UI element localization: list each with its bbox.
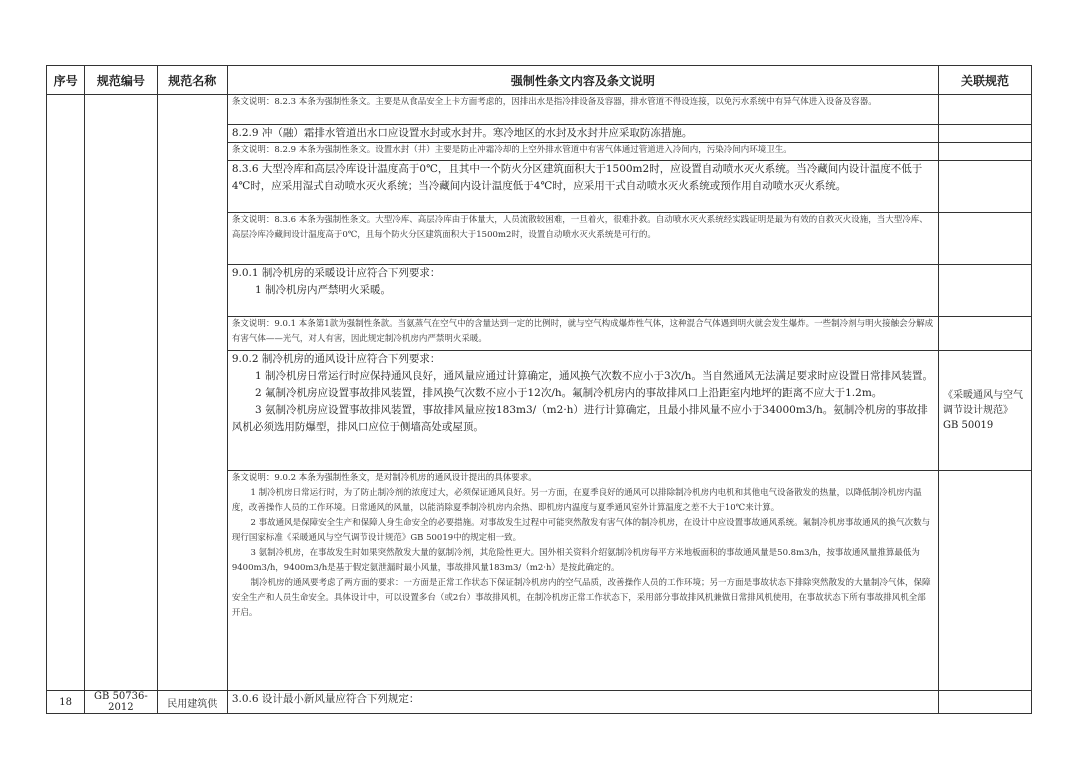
- clause-line: 2 氟制冷机房应设置事故排风装置，排风换气次数不应小于12次/h。氟制冷机房内的事故排风口上沿距室内地坪的距离不应大于1.2m。: [254, 387, 883, 399]
- clause-explanation-cell: [227, 317, 938, 351]
- clause-cell: [227, 351, 938, 471]
- related-spec-cell: [938, 471, 1031, 691]
- related-spec-cell: [938, 213, 1031, 265]
- clause-line: 3 氨制冷机房应设置事故排风装置，事故排风量应按183m3/（m2·h）进行计算确定，且最小排风量不应小于34000m3/h。氨制冷机房的事故排风机必须选用防爆型，排风口应位于侧墙高处或屋顶。: [231, 404, 928, 433]
- clause-explanation-cell: [227, 95, 938, 125]
- last-row-code: GB 50736-2012: [85, 691, 157, 714]
- clause-cell: [227, 125, 938, 143]
- last-row-seq: 18: [47, 691, 85, 714]
- related-spec-cell: [938, 143, 1031, 161]
- clause-line: 2 事故通风是保障安全生产和保障人身生命安全的必要措施。对事故发生过程中可能突然散发有害气体的制冷机房，在设计中应设置事故通风系统。氟制冷机房事故通风的换气次数与现行国家标准《采暖通风与空气调节设计规范》GB 50019中的规定相一致。: [231, 518, 931, 543]
- clause-explanation-cell: [227, 213, 938, 265]
- related-spec-cell: [938, 265, 1031, 317]
- clause-line: 1 制冷机房日常运行时，为了防止制冷剂的浓度过大，必须保证通风良好。另一方面，在夏季良好的通风可以排除制冷机房内电机和其他电气设备散发的热量，以降低制冷机房内温度，改善操作人员的工作环境。日常通风的风量，以能消除夏季制冷机房内余热、即机房内温度与夏季通风室外计算温度之差不大于10℃来计算。: [231, 488, 922, 513]
- last-row-name: 民用建筑供: [157, 691, 227, 714]
- header-name: 规范名称: [157, 66, 227, 95]
- related-spec-cell: [938, 125, 1031, 143]
- clause-line: 制冷机房的通风要考虑了两方面的要求：一方面是正常工作状态下保证制冷机房内的空气品质，改善操作人员的工作环境；另一方面是事故状态下排除突然散发的大量制冷气体，保障安全生产和人员生命安全。具体设计中，可以设置多台（或2台）事故排风机，在制冷机房正常工作状态下，采用部分事故排风机兼做日常排风机使用，在事故状态下所有事故排风机全部开启。: [231, 578, 931, 618]
- table-row: [47, 691, 1032, 714]
- clause-line: 8.3.6 大型冷库和高层冷库设计温度高于0℃，且其中一个防火分区建筑面积大于1500m2时，应设置自动喷水灭火系统。当冷藏间内设计温度不低于4℃时，应采用湿式自动喷水灭火系统；当冷藏间内设计温度低于4℃时，应采用干式自动喷水灭火系统或预作用自动喷水灭火系统。: [231, 163, 923, 192]
- specification-table: [46, 65, 1032, 714]
- cell-seq-continued: [47, 95, 85, 691]
- clause-line: 条文说明：9.0.1 本条第1款为强制性条款。当氨蒸气在空气中的含量达到一定的比例时，就与空气构成爆炸性气体，这种混合气体遇到明火就会发生爆炸。一些制冷剂与明火接触会分解成有害气体——光气，对人有害，因此规定制冷机房内严禁明火采暖。: [231, 319, 934, 344]
- related-spec-cell: [938, 95, 1031, 125]
- table-header-row: [47, 66, 1032, 95]
- clause-line: 8.2.9 冲（融）霜排水管道出水口应设置水封或水封井。寒冷地区的水封及水封井应采取防冻措施。: [231, 127, 693, 139]
- clause-line: 9.0.2 制冷机房的通风设计应符合下列要求：: [231, 353, 441, 365]
- cell-code-continued: [85, 95, 157, 691]
- header-content: 强制性条文内容及条文说明: [227, 66, 938, 95]
- header-seq: 序号: [47, 66, 85, 95]
- clause-explanation-cell: [227, 143, 938, 161]
- header-related: 关联规范: [938, 66, 1031, 95]
- last-row-related: [938, 691, 1031, 714]
- clause-explanation-cell: [227, 471, 938, 691]
- clause-line: 3 氨制冷机房，在事故发生时如果突然散发大量的氨制冷剂，其危险性更大。国外相关资料介绍氨制冷机房每平方米地板面积的事故通风量是50.8m3/h，按事故通风量推算最低为9400m3/h，9400m3/h是基于假定氨泄漏时最小风量，事故排风量183m3/（m2·h）是按此确定的。: [231, 548, 920, 573]
- last-row-clause: 3.0.6 设计最小新风量应符合下列规定：: [227, 691, 938, 714]
- related-spec-cell: 《采暖通风与空气调节设计规范》GB 50019: [938, 351, 1031, 471]
- clause-cell: [227, 265, 938, 317]
- table-body: [47, 95, 1032, 714]
- header-code: 规范编号: [85, 66, 157, 95]
- clause-line: 条文说明：9.0.2 本条为强制性条文，是对制冷机房的通风设计提出的具体要求。: [231, 473, 537, 483]
- related-spec-cell: [938, 317, 1031, 351]
- clause-cell: [227, 161, 938, 213]
- clause-line: 条文说明：8.2.3 本条为强制性条文。主要是从食品安全上卡方面考虑的，因排出水是指冷排设备及容器，排水管道不得设连接，以免污水系统中有异气体进入设备及容器。: [231, 97, 877, 107]
- clause-line: 条文说明：8.3.6 本条为强制性条文。大型冷库、高层冷库由于体量大，人员流散较困难，一旦着火，很难扑救。自动喷水灭火系统经实践证明是最为有效的自救灭火设施，当大型冷库、高层冷库冷藏间设计温度高于0℃，且每个防火分区建筑面积大于1500m2时，设置自动喷水灭火系统是可行的。: [231, 215, 928, 240]
- clause-line: 条文说明：8.2.9 本条为强制性条文。设置水封（井）主要是防止冲霜冷却的上空外排水管道中有害气体通过管道进入冷间内，污染冷间内环境卫生。: [231, 145, 792, 155]
- table-row: [47, 95, 1032, 125]
- clause-line: 1 制冷机房日常运行时应保持通风良好，通风量应通过计算确定，通风换气次数不应小于3次/h。当自然通风无法满足要求时应设置日常排风装置。: [254, 370, 933, 382]
- cell-name-continued: [157, 95, 227, 691]
- clause-line: 9.0.1 制冷机房的采暖设计应符合下列要求：: [231, 267, 441, 279]
- related-spec-cell: [938, 161, 1031, 213]
- clause-line: 1 制冷机房内严禁明火采暖。: [254, 284, 391, 296]
